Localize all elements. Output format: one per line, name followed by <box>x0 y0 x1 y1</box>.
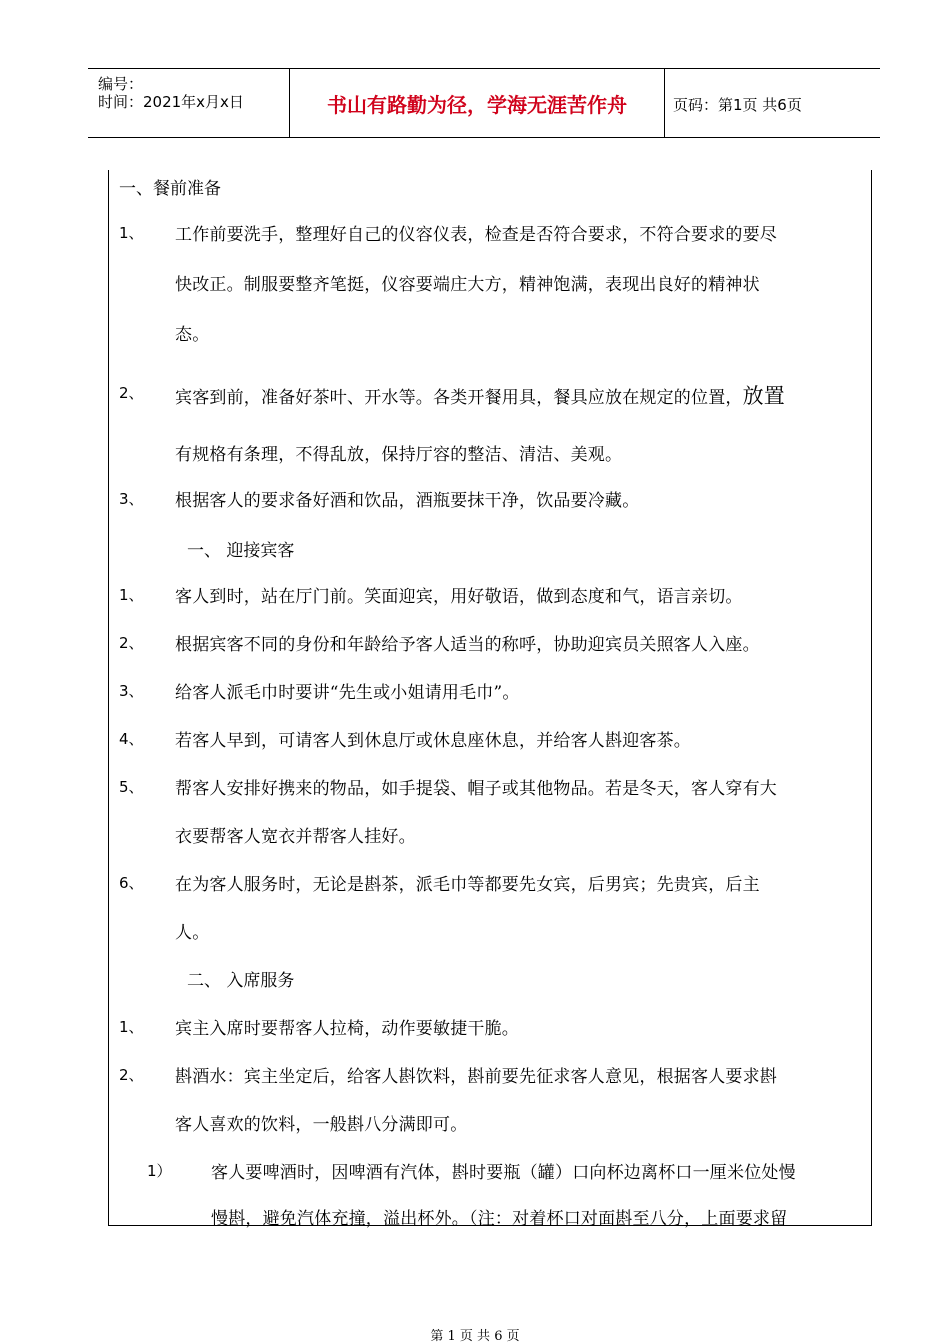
s3-sub-1-line-1: 客人要啤酒时，因啤酒有汽体，斟时要瓶（罐）口向杯边离杯口一厘米位处慢 <box>211 1163 796 1183</box>
content-box <box>108 170 872 1229</box>
s1-item-2-large-text: 放置 <box>742 384 786 408</box>
s2-item-3-num: 3、 <box>119 682 144 700</box>
section-1-title: 一、餐前准备 <box>119 179 221 199</box>
serial-label: 编号： <box>98 75 144 93</box>
s2-item-6-line-1: 在为客人服务时，无论是斟茶，派毛巾等都要先女宾，后男宾；先贵宾，后主 <box>175 875 760 895</box>
motto: 书山有路勤为径，学海无涯苦作舟 <box>327 93 627 117</box>
s2-item-4-num: 4、 <box>119 730 144 748</box>
s3-item-2-num: 2、 <box>119 1066 144 1084</box>
document-header <box>88 68 880 138</box>
s2-item-6-num: 6、 <box>119 874 144 892</box>
time-label: 时间：2021年x月x日 <box>98 93 244 111</box>
s2-item-1-num: 1、 <box>119 586 144 604</box>
section-3-title: 二、 入席服务 <box>187 971 295 991</box>
s3-sub-1-line-2: 慢斟，避免汽体充撞，溢出杯外。（注：对着杯口对面斟至八分，上面要求留 <box>211 1209 788 1229</box>
s3-sub-1-num: 1） <box>147 1162 172 1180</box>
s1-item-1-num: 1、 <box>119 224 144 242</box>
s1-item-3-line-1: 根据客人的要求备好酒和饮品，酒瓶要抹干净，饮品要冷藏。 <box>175 491 640 511</box>
s2-item-5-line-1: 帮客人安排好携来的物品，如手提袋、帽子或其他物品。若是冬天，客人穿有大 <box>175 779 777 799</box>
s1-item-1-line-2: 快改正。制服要整齐笔挺，仪容要端庄大方，精神饱满，表现出良好的精神状 <box>175 275 760 295</box>
s3-item-2-line-1: 斟酒水：宾主坐定后，给客人斟饮料，斟前要先征求客人意见，根据客人要求斟 <box>175 1067 777 1087</box>
s2-item-2-num: 2、 <box>119 634 144 652</box>
s2-item-5-num: 5、 <box>119 778 144 796</box>
header-meta-cell <box>88 69 289 137</box>
s1-item-1-line-3: 态。 <box>175 325 210 345</box>
page-label: 页码：第1页 共6页 <box>673 96 802 114</box>
s1-item-2-num: 2、 <box>119 384 144 402</box>
s3-item-1-line-1: 宾主入席时要帮客人拉椅，动作要敏捷干脆。 <box>175 1019 519 1039</box>
s1-item-2-text: 宾客到前，准备好茶叶、开水等。各类开餐用具，餐具应放在规定的位置， <box>175 388 743 408</box>
section-2-title: 一、 迎接宾客 <box>187 541 295 561</box>
header-motto-cell <box>289 69 665 137</box>
s2-item-1-line-1: 客人到时，站在厅门前。笑面迎宾，用好敬语，做到态度和气，语言亲切。 <box>175 587 743 607</box>
s2-item-5-line-2: 衣要帮客人宽衣并帮客人挂好。 <box>175 827 416 847</box>
s3-item-1-num: 1、 <box>119 1018 144 1036</box>
s2-item-4-line-1: 若客人早到，可请客人到休息厅或休息座休息，并给客人斟迎客茶。 <box>175 731 691 751</box>
s3-item-2-line-2: 客人喜欢的饮料，一般斟八分满即可。 <box>175 1115 468 1135</box>
page-footer: 第 1 页 共 6 页 <box>430 1329 520 1344</box>
s2-item-6-line-2: 人。 <box>175 923 210 943</box>
s1-item-2-line-1 <box>175 380 785 410</box>
s1-item-3-num: 3、 <box>119 490 144 508</box>
s2-item-2-line-1: 根据宾客不同的身份和年龄给予客人适当的称呼，协助迎宾员关照客人入座。 <box>175 635 760 655</box>
s2-item-3-line-1: 给客人派毛巾时要讲“先生或小姐请用毛巾”。 <box>175 683 520 703</box>
s1-item-2-line-2: 有规格有条理，不得乱放，保持厅容的整洁、清洁、美观。 <box>175 445 623 465</box>
s1-item-1-line-1: 工作前要洗手，整理好自己的仪容仪表，检查是否符合要求，不符合要求的要尽 <box>175 225 777 245</box>
header-page-cell <box>665 69 880 137</box>
